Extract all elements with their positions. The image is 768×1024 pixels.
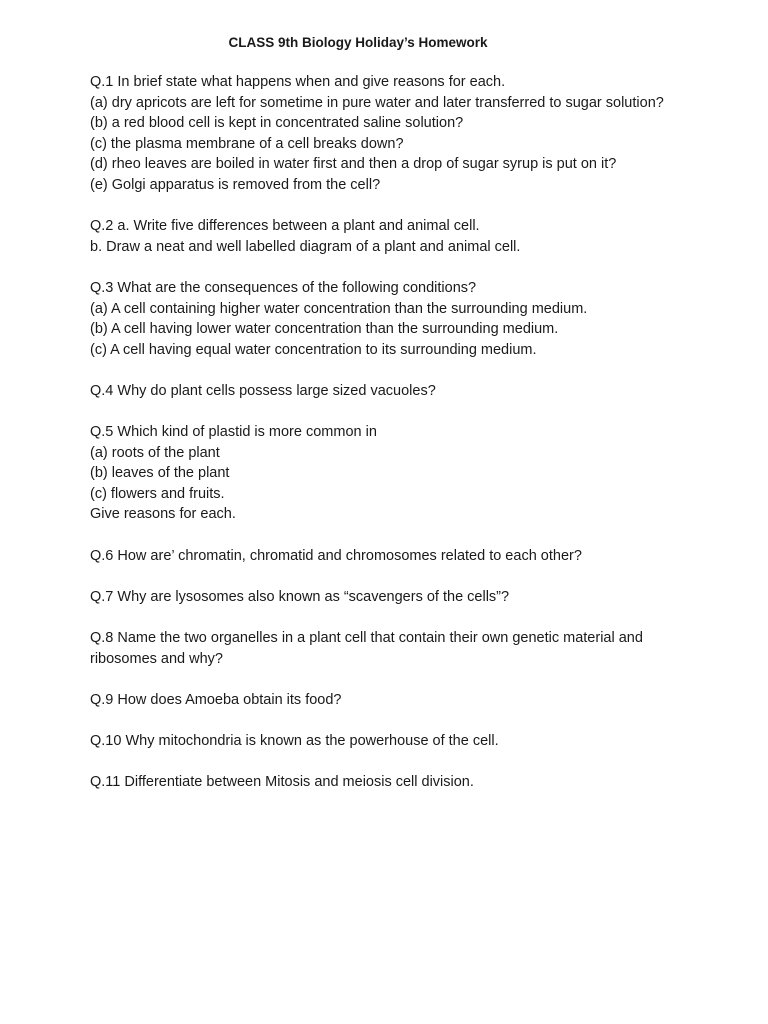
question-block xyxy=(90,772,680,793)
question-subpart: (a) roots of the plant xyxy=(90,444,220,461)
question-text: Q.4 Why do plant cells possess large sized vacuoles? xyxy=(90,382,436,399)
question-block xyxy=(90,587,680,608)
question-text: Q.2 a. Write five differences between a plant and animal cell. xyxy=(90,218,480,235)
question-subpart: (b) a red blood cell is kept in concentrated saline solution? xyxy=(90,115,464,132)
question-text: Q.5 Which kind of plastid is more common in xyxy=(90,424,377,441)
question-block xyxy=(90,731,680,752)
question-subpart: (c) the plasma membrane of a cell breaks down? xyxy=(90,135,404,152)
question-block xyxy=(90,216,680,257)
question-block xyxy=(90,278,680,360)
question-subpart: (b) A cell having lower water concentration than the surrounding medium. xyxy=(90,321,559,338)
question-block xyxy=(90,546,680,567)
question-text: Q.9 How does Amoeba obtain its food? xyxy=(90,691,342,708)
question-text: Q.6 How are’ chromatin, chromatid and chromosomes related to each other? xyxy=(90,547,582,564)
question-subpart: (e) Golgi apparatus is removed from the cell? xyxy=(90,176,381,193)
question-text: Q.1 In brief state what happens when and give reasons for each. xyxy=(90,74,506,90)
question-subpart: Give reasons for each. xyxy=(90,506,236,523)
question-subpart: (a) dry apricots are left for sometime in pure water and later transferred to sugar solution? xyxy=(90,94,664,111)
question-subpart: (a) A cell containing higher water concentration than the surrounding medium. xyxy=(90,300,588,317)
question-block xyxy=(90,72,680,196)
document-title: CLASS 9th Biology Holiday’s Homework xyxy=(228,35,488,50)
question-block xyxy=(90,690,680,711)
question-subpart: b. Draw a neat and well labelled diagram of a plant and animal cell. xyxy=(90,238,521,255)
question-subpart: (c) flowers and fruits. xyxy=(90,485,225,502)
question-subpart: (c) A cell having equal water concentration to its surrounding medium. xyxy=(90,341,537,358)
question-subpart: (d) rheo leaves are boiled in water first and then a drop of sugar syrup is put on it? xyxy=(90,156,617,173)
question-block xyxy=(90,628,680,669)
question-text: Q.3 What are the consequences of the following conditions? xyxy=(90,279,477,296)
question-text: Q.8 Name the two organelles in a plant cell that contain their own genetic material and ribosomes and why? xyxy=(90,630,647,667)
question-block xyxy=(90,381,680,402)
question-text: Q.10 Why mitochondria is known as the powerhouse of the cell. xyxy=(90,733,499,749)
question-text: Q.11 Differentiate between Mitosis and meiosis cell division. xyxy=(90,774,474,791)
question-subpart: (b) leaves of the plant xyxy=(90,465,230,482)
question-text: Q.7 Why are lysosomes also known as “scavengers of the cells”? xyxy=(90,588,510,605)
question-block xyxy=(90,422,680,525)
question-list xyxy=(90,72,680,813)
